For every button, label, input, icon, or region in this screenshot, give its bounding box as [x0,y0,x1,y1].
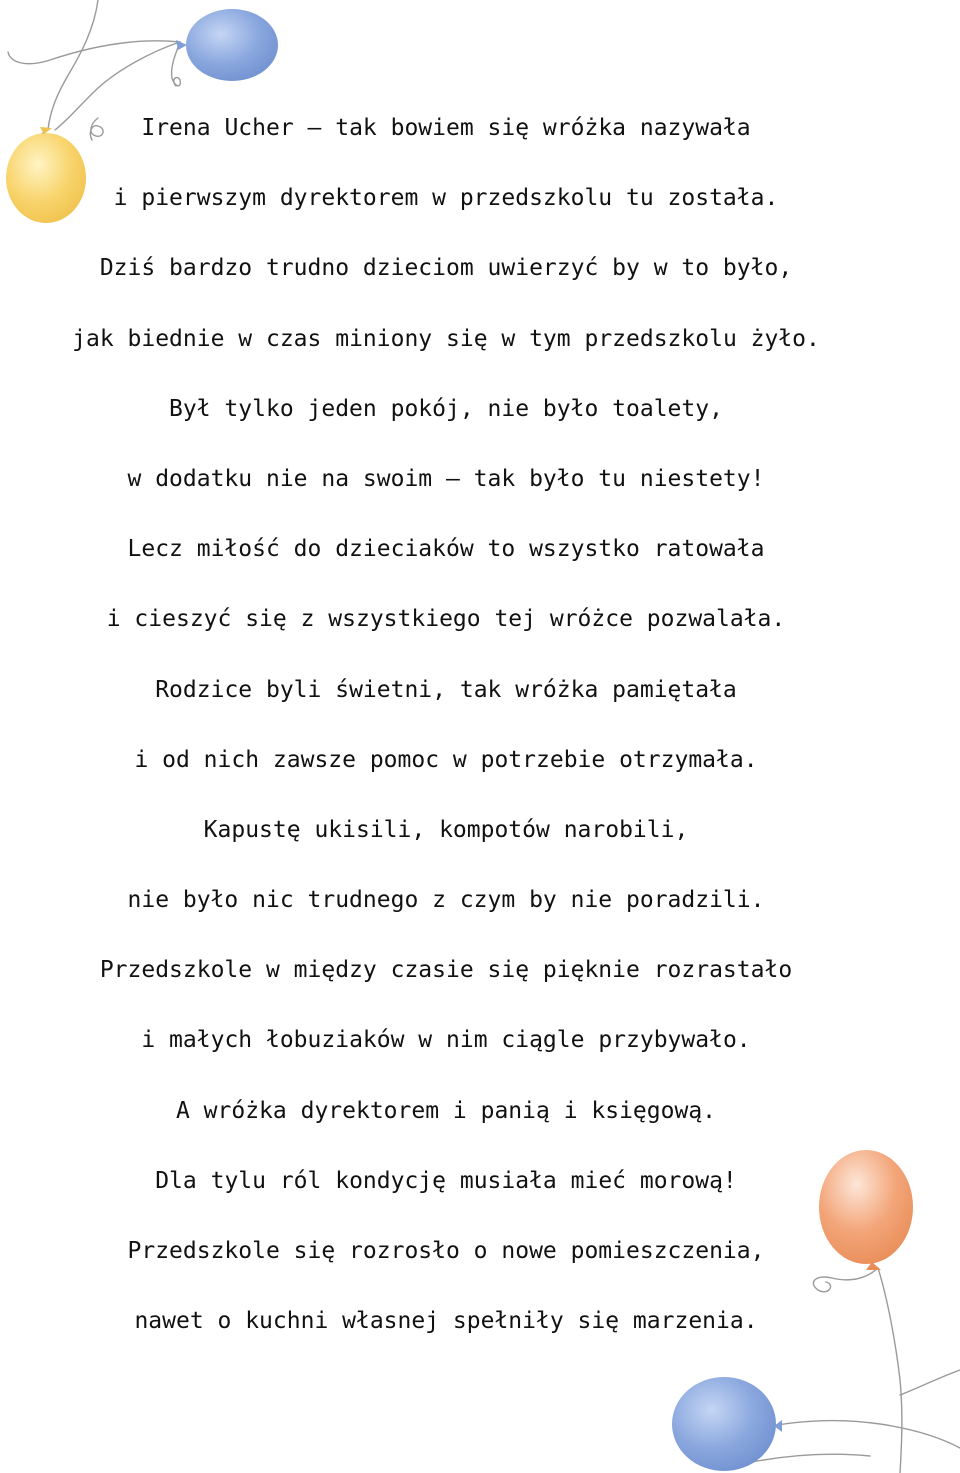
poem-line: nie było nic trudnego z czym by nie poradzili. [127,887,765,914]
poem-line: i małych łobuziaków w nim ciągle przybywało. [141,1027,751,1054]
poem-line: nawet o kuchni własnej spełniły się marzenia. [134,1308,758,1335]
poem-line: Irena Ucher — tak bowiem się wróżka nazywała [141,115,751,141]
blue-balloon-bottom [672,1377,782,1471]
poem-line: w dodatku nie na swoim — tak było tu niestety! [127,465,765,492]
poem-line: Lecz miłość do dzieciaków to wszystko ratowała [127,536,765,563]
poem-line: Przedszkole się rozrosło o nowe pomieszczenia, [127,1238,765,1264]
poem-line: Był tylko jeden pokój, nie było toalety, [169,395,723,422]
poem-line: i pierwszym dyrektorem w przedszkolu tu została. [113,185,779,212]
poem-line: A wróżka dyrektorem i panią i księgową. [175,1097,717,1124]
poem-line: Dziś bardzo trudno dzieciom uwierzyć by w to było, [99,255,793,282]
poem [0,110,892,1373]
poem-line: i cieszyć się z wszystkiego tej wróżce pozwalała. [106,606,786,633]
poem-line: Rodzice byli świetni, tak wróżka pamiętała [155,676,737,703]
blue-balloon-top [176,9,278,81]
poem-line: jak biednie w czas miniony się w tym przedszkolu żyło. [72,325,820,352]
poem-line: i od nich zawsze pomoc w potrzebie otrzymała. [134,746,758,773]
poem-line: Kapustę ukisili, kompotów narobili, [203,816,689,843]
poem-line: Przedszkole w między czasie się pięknie rozrastało [99,957,793,984]
poem-line: Dla tylu ról kondycję musiała mieć morową! [155,1167,737,1194]
